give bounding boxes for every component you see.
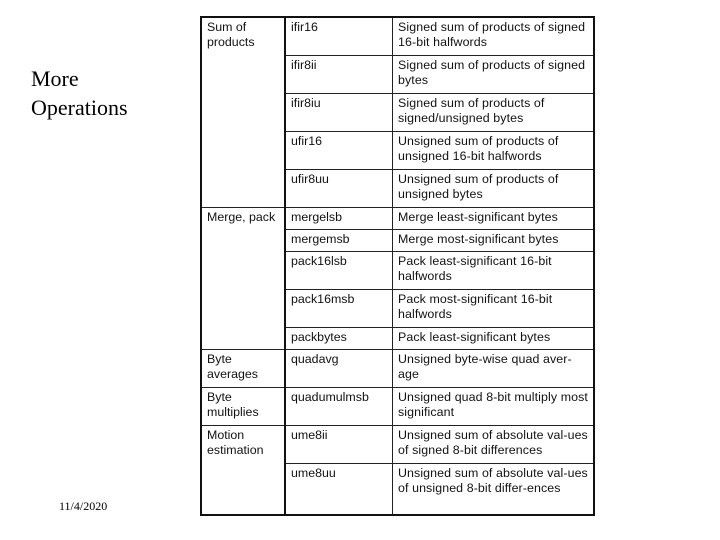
category-cell — [201, 229, 285, 251]
operation-cell: mergelsb — [285, 207, 393, 229]
operation-cell: ifir8ii — [285, 55, 393, 93]
operations-table-body — [201, 17, 594, 515]
category-cell — [201, 169, 285, 207]
operation-cell: ufir8uu — [285, 169, 393, 207]
description-cell: Signed sum of products of signed bytes — [393, 55, 595, 93]
description-cell: Unsigned sum of absolute val-ues of unsigned 8-bit differ-ences — [393, 463, 595, 515]
category-cell — [201, 55, 285, 93]
table-row — [201, 169, 594, 207]
table-row — [201, 55, 594, 93]
table-row — [201, 349, 594, 387]
category-cell: Motion estimation — [201, 425, 285, 463]
slide-date: 11/4/2020 — [59, 499, 108, 513]
table-row — [201, 289, 594, 327]
description-cell: Pack most-significant 16-bit halfwords — [393, 289, 595, 327]
table-row — [201, 463, 594, 515]
category-cell — [201, 463, 285, 515]
operation-cell: ifir16 — [285, 17, 393, 55]
description-cell: Unsigned sum of products of unsigned bytes — [393, 169, 595, 207]
slide-title — [31, 64, 128, 122]
operation-cell: ume8uu — [285, 463, 393, 515]
operations-table — [200, 16, 595, 516]
description-cell: Merge most-significant bytes — [393, 229, 595, 251]
table-row — [201, 207, 594, 229]
table-row — [201, 387, 594, 425]
category-cell — [201, 289, 285, 327]
category-cell — [201, 327, 285, 349]
category-cell: Byte averages — [201, 349, 285, 387]
slide-title-line-1: More — [31, 66, 79, 91]
category-cell: Byte multiplies — [201, 387, 285, 425]
operation-cell: ifir8iu — [285, 93, 393, 131]
category-cell: Merge, pack — [201, 207, 285, 229]
category-cell: Sum of products — [201, 17, 285, 55]
table-row — [201, 131, 594, 169]
category-cell — [201, 131, 285, 169]
description-cell: Pack least-significant bytes — [393, 327, 595, 349]
description-cell: Unsigned byte-wise quad aver-age — [393, 349, 595, 387]
description-cell: Signed sum of products of signed/unsigned bytes — [393, 93, 595, 131]
description-cell: Unsigned sum of products of unsigned 16-bit halfwords — [393, 131, 595, 169]
slide-title-line-2: Operations — [31, 95, 128, 120]
description-cell: Signed sum of products of signed 16-bit halfwords — [393, 17, 595, 55]
category-cell — [201, 251, 285, 289]
description-cell: Merge least-significant bytes — [393, 207, 595, 229]
category-cell — [201, 93, 285, 131]
operation-cell: mergemsb — [285, 229, 393, 251]
description-cell: Pack least-significant 16-bit halfwords — [393, 251, 595, 289]
table-row — [201, 229, 594, 251]
operation-cell: pack16msb — [285, 289, 393, 327]
table-row — [201, 425, 594, 463]
description-cell: Unsigned quad 8-bit multiply most significant — [393, 387, 595, 425]
table-row — [201, 327, 594, 349]
operation-cell: packbytes — [285, 327, 393, 349]
table-row — [201, 251, 594, 289]
operation-cell: ufir16 — [285, 131, 393, 169]
description-cell: Unsigned sum of absolute val-ues of signed 8-bit differences — [393, 425, 595, 463]
operation-cell: ume8ii — [285, 425, 393, 463]
table-row — [201, 17, 594, 55]
operation-cell: pack16lsb — [285, 251, 393, 289]
operation-cell: quadumulmsb — [285, 387, 393, 425]
operation-cell: quadavg — [285, 349, 393, 387]
table-row — [201, 93, 594, 131]
